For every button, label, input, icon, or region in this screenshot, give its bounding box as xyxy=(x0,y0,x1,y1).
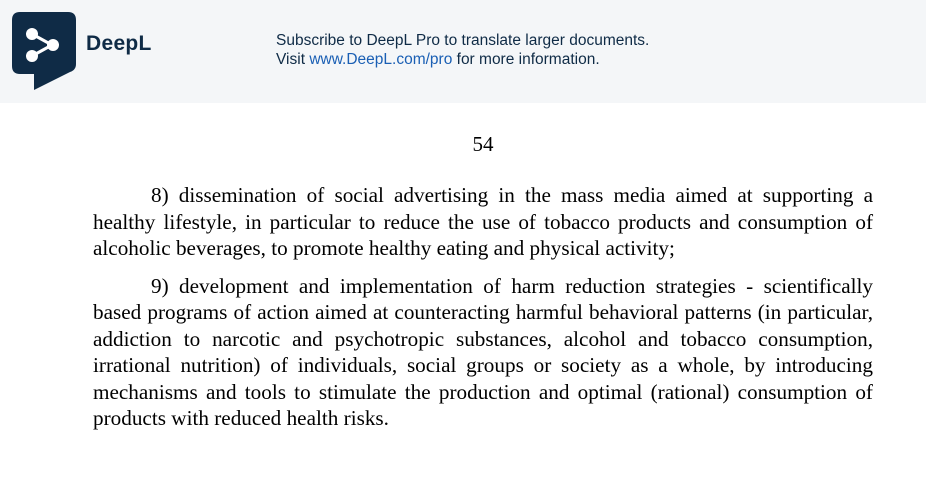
paragraph-8: 8) dissemination of social advertising in the mass media aimed at supporting a healthy lifestyle, in particular to reduce the use of tobacco products and consumption of alcoholic beverages, to promote healthy eating and physical activity; xyxy=(93,183,873,260)
deepl-logo-text: DeepL xyxy=(86,32,152,55)
page-number: 54 xyxy=(472,132,494,156)
document-body xyxy=(93,182,873,432)
deepl-logo-icon xyxy=(12,12,76,90)
deepl-banner xyxy=(0,0,926,103)
promo-line-2-prefix: Visit xyxy=(276,51,310,68)
promo-message xyxy=(276,31,649,69)
deepl-pro-link[interactable]: www.DeepL.com/pro xyxy=(309,51,453,68)
paragraph-9: 9) development and implementation of harm reduction strategies - scientifically based programs of action aimed at counteracting harmful behavioral patterns (in particular, addiction to narcotic and psychotropic substances, alcohol and tobacco consumption, irrational nutrition) of individuals, social groups or society as a whole, by introducing mechanisms and tools to stimulate the production and optimal (rational) consumption of products with reduced health risks. xyxy=(93,273,873,430)
promo-line-2-suffix: for more information. xyxy=(452,51,600,68)
promo-line-1: Subscribe to DeepL Pro to translate larger documents. xyxy=(276,32,650,49)
promo-line-2 xyxy=(276,50,649,69)
